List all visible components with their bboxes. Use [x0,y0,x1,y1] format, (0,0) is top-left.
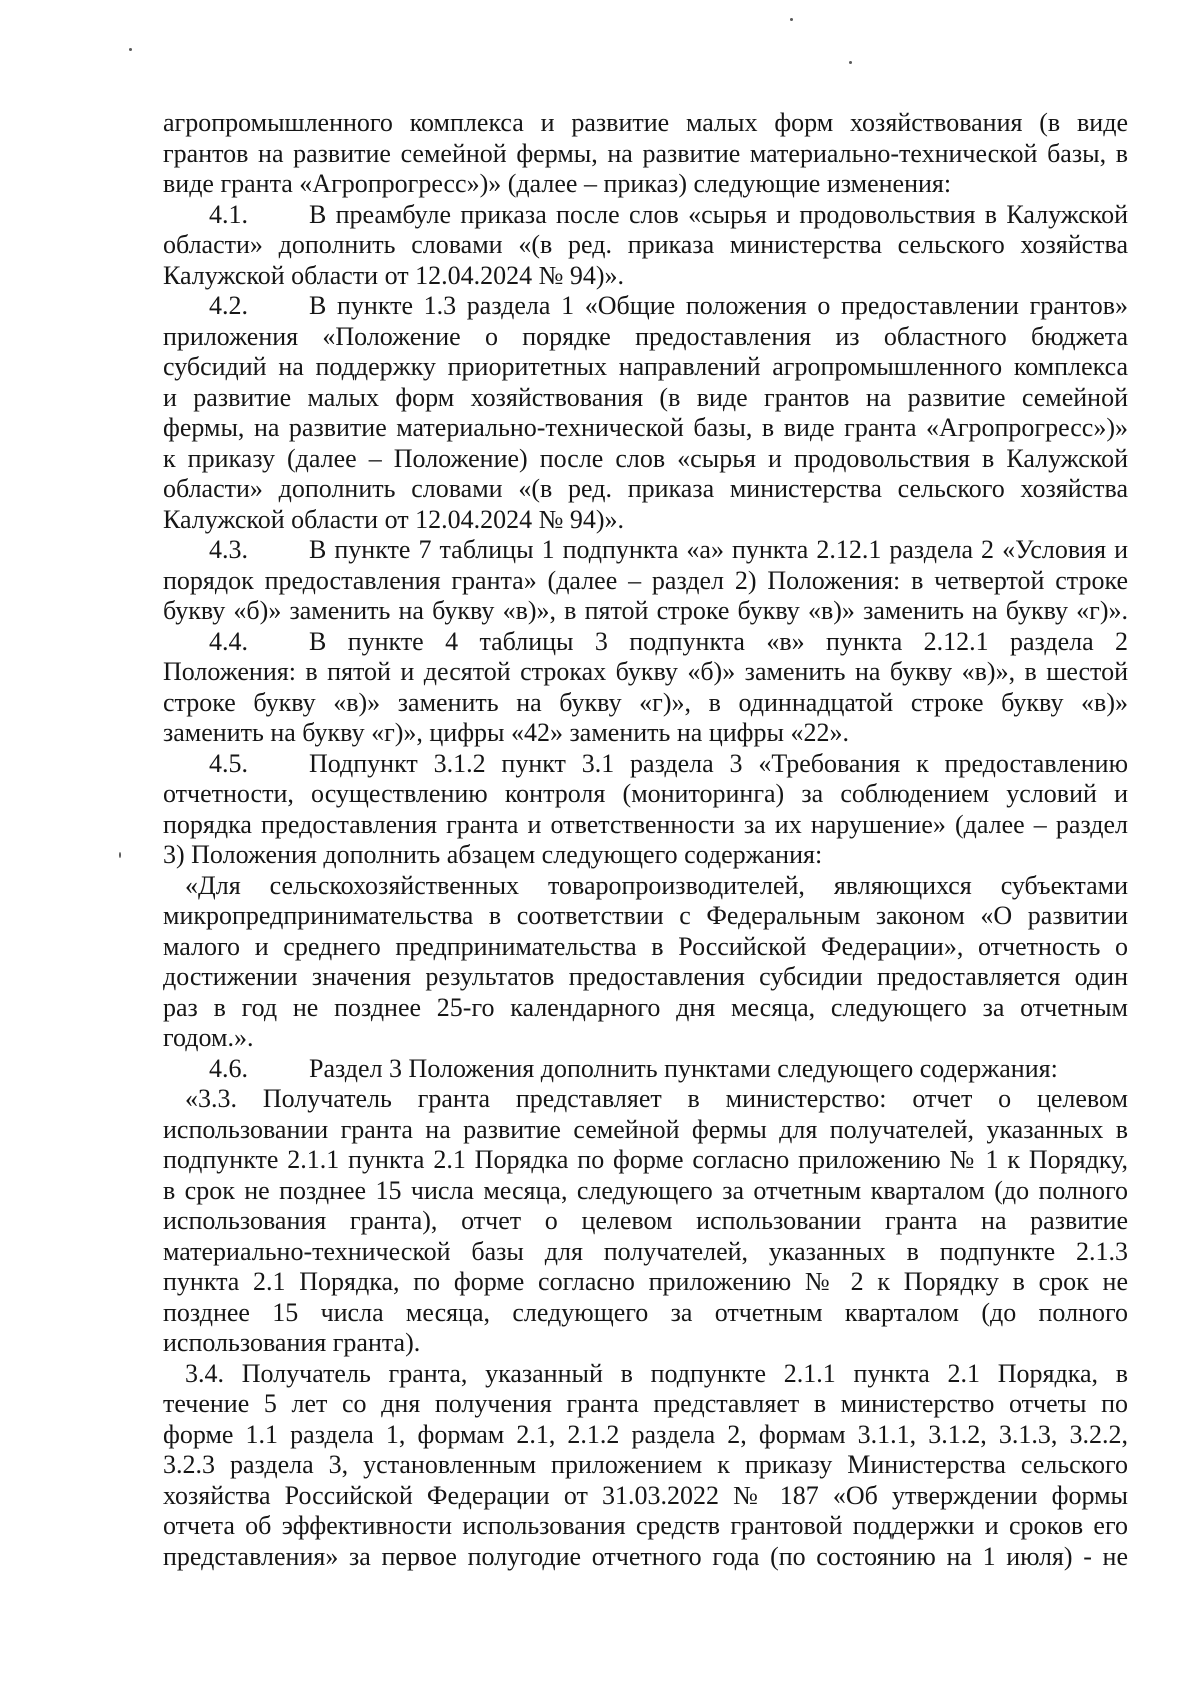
line-text: течение 5 лет со дня получения гранта представляет в министерство отчеты по [163,1389,1128,1418]
text-line [163,1084,1128,1115]
item-number: 4.3. [209,535,248,564]
line-text: агропромышленного комплекса и развитие малых форм хозяйствования (в виде [163,108,1128,137]
text-line [163,932,1128,963]
text-line [163,1298,1128,1329]
line-text: достижении значения результатов предоставления субсидии предоставляется один [163,962,1128,991]
line-text: и развитие малых форм хозяйствования (в виде грантов на развитие семейной [163,382,1128,412]
text-line [163,1237,1128,1268]
item-number: 4.1. [209,199,248,229]
text-line [163,993,1128,1024]
text-line [163,627,1128,658]
line-text: порядок предоставления гранта» (далее – раздел 2) Положения: в четвертой строке [163,565,1128,595]
text-line [163,1511,1128,1542]
line-text: букву «б)» заменить на букву «в)», в пятой строке букву «в)» заменить на букву «г)». [163,596,1128,625]
line-text: 3) Положения дополнить абзацем следующего содержания: [163,840,823,869]
line-text: 3.2.3 раздела 3, установленным приложением к приказу Министерства сельского [163,1450,1128,1479]
text-line [163,688,1128,719]
line-text: использовании гранта на развитие семейной фермы для получателей, указанных в [163,1114,1128,1144]
item-number: 4.2. [209,291,248,320]
text-line [163,1389,1128,1420]
text-line [163,169,1128,200]
line-text: фермы, на развитие материально-технической базы, в виде гранта «Агропрогресс»)» [163,413,1128,442]
text-line [163,596,1128,627]
text-line [163,901,1128,932]
line-text: хозяйства Российской Федерации от 31.03.2022 № 187 «Об утверждении формы [163,1480,1128,1510]
text-line [163,352,1128,383]
text-line [163,1542,1128,1573]
text-line [163,810,1128,841]
text-line [163,718,1128,749]
text-line [163,1267,1128,1298]
scan-speck [119,852,121,858]
line-text: в срок не позднее 15 числа месяца, следующего за отчетным кварталом (до полного [163,1175,1128,1205]
text-line [163,657,1128,688]
line-text: микропредпринимательства в соответствии с Федеральным законом «О развитии [163,901,1128,930]
text-line [163,474,1128,505]
line-text: использования гранта), отчет о целевом использовании гранта на развитие [163,1206,1128,1235]
line-text: использования гранта). [163,1328,421,1357]
item-number: 4.6. [209,1053,248,1083]
item-number: 4.5. [209,748,248,778]
text-line [163,535,1128,566]
text-line [163,1359,1128,1390]
text-line [163,962,1128,993]
line-text: области» дополнить словами «(в ред. приказа министерства сельского хозяйства [163,474,1128,503]
text-line [163,1481,1128,1512]
line-text: Подпункт 3.1.2 пункт 3.1 раздела 3 «Требования к предоставлению [309,748,1128,778]
line-text: порядка предоставления гранта и ответственности за их нарушение» (далее – раздел [163,809,1128,839]
text-line [163,444,1128,475]
line-text: «3.3. Получатель гранта представляет в министерство: отчет о целевом [185,1084,1128,1113]
text-line [163,1328,1128,1359]
item-number: 4.4. [209,626,248,656]
document-body [163,108,1128,1572]
line-text: субсидий на поддержку приоритетных направлений агропромышленного комплекса [163,352,1128,381]
line-text: грантов на развитие семейной фермы, на развитие материально-технической базы, в [163,138,1128,168]
text-line [163,1115,1128,1146]
text-line [163,1450,1128,1481]
text-line [163,230,1128,261]
line-text: «Для сельскохозяйственных товаропроизводителей, являющихся субъектами [185,870,1128,900]
line-text: виде гранта «Агропрогресс»)» (далее – приказ) следующие изменения: [163,169,952,198]
scan-speck [790,18,793,21]
line-text: В преамбуле приказа после слов «сырья и продовольствия в Калужской [309,199,1128,229]
line-text: области» дополнить словами «(в ред. приказа министерства сельского хозяйства [163,230,1128,259]
line-text: годом.». [163,1023,254,1052]
line-text: Раздел 3 Положения дополнить пунктами следующего содержания: [309,1053,1058,1083]
text-line [163,1145,1128,1176]
line-text: материально-технической базы для получателей, указанных в подпункте 2.1.3 [163,1236,1128,1266]
line-text: В пункте 1.3 раздела 1 «Общие положения о предоставлении грантов» [309,291,1128,320]
text-line [163,383,1128,414]
line-text: Калужской области от 12.04.2024 № 94)». [163,504,625,534]
line-text: Калужской области от 12.04.2024 № 94)». [163,260,625,290]
text-line [163,1206,1128,1237]
line-text: отчетности, осуществлению контроля (мониторинга) за соблюдением условий и [163,779,1128,808]
text-line [163,291,1128,322]
line-text: подпункте 2.1.1 пункта 2.1 Порядка по форме согласно приложению № 1 к Порядку, [163,1145,1128,1174]
line-text: к приказу (далее – Положение) после слов «сырья и продовольствия в Калужской [163,443,1128,473]
line-text: Положения: в пятой и десятой строках букву «б)» заменить на букву «в)», в шестой [163,657,1128,686]
text-line [163,779,1128,810]
line-text: позднее 15 числа месяца, следующего за отчетным кварталом (до полного [163,1297,1128,1327]
text-line [163,1176,1128,1207]
text-line [163,413,1128,444]
line-text: заменить на букву «г)», цифры «42» заменить на цифры «22». [163,718,849,747]
text-line [163,108,1128,139]
text-line [163,1420,1128,1451]
line-text: В пункте 7 таблицы 1 подпункта «а» пункта 2.12.1 раздела 2 «Условия и [309,535,1128,564]
line-text: представления» за первое полугодие отчетного года (по состоянию на 1 июля) - не [163,1541,1128,1571]
scan-speck [849,61,852,64]
text-line [163,261,1128,292]
text-line [163,139,1128,170]
line-text: малого и среднего предпринимательства в Российской Федерации», отчетность о [163,931,1128,961]
text-line [163,566,1128,597]
text-line [163,871,1128,902]
line-text: раз в год не позднее 25-го календарного дня месяца, следующего за отчетным [163,992,1128,1022]
line-text: форме 1.1 раздела 1, формам 2.1, 2.1.2 раздела 2, формам 3.1.1, 3.1.2, 3.1.3, 3.2.2, [163,1419,1128,1449]
scan-speck [129,48,132,51]
text-line [163,200,1128,231]
text-line [163,505,1128,536]
text-line [163,1023,1128,1054]
line-text: В пункте 4 таблицы 3 подпункта «в» пункта 2.12.1 раздела 2 [309,626,1128,656]
text-line [163,1054,1128,1085]
line-text: 3.4. Получатель гранта, указанный в подпункте 2.1.1 пункта 2.1 Порядка, в [185,1358,1128,1388]
line-text: приложения «Положение о порядке предоставления из областного бюджета [163,321,1128,351]
text-line [163,749,1128,780]
line-text: отчета об эффективности использования средств грантовой поддержки и сроков его [163,1511,1128,1540]
line-text: строке букву «в)» заменить на букву «г)», в одиннадцатой строке букву «в)» [163,687,1128,717]
text-line [163,840,1128,871]
line-text: пункта 2.1 Порядка, по форме согласно приложению № 2 к Порядку в срок не [163,1267,1128,1296]
text-line [163,322,1128,353]
